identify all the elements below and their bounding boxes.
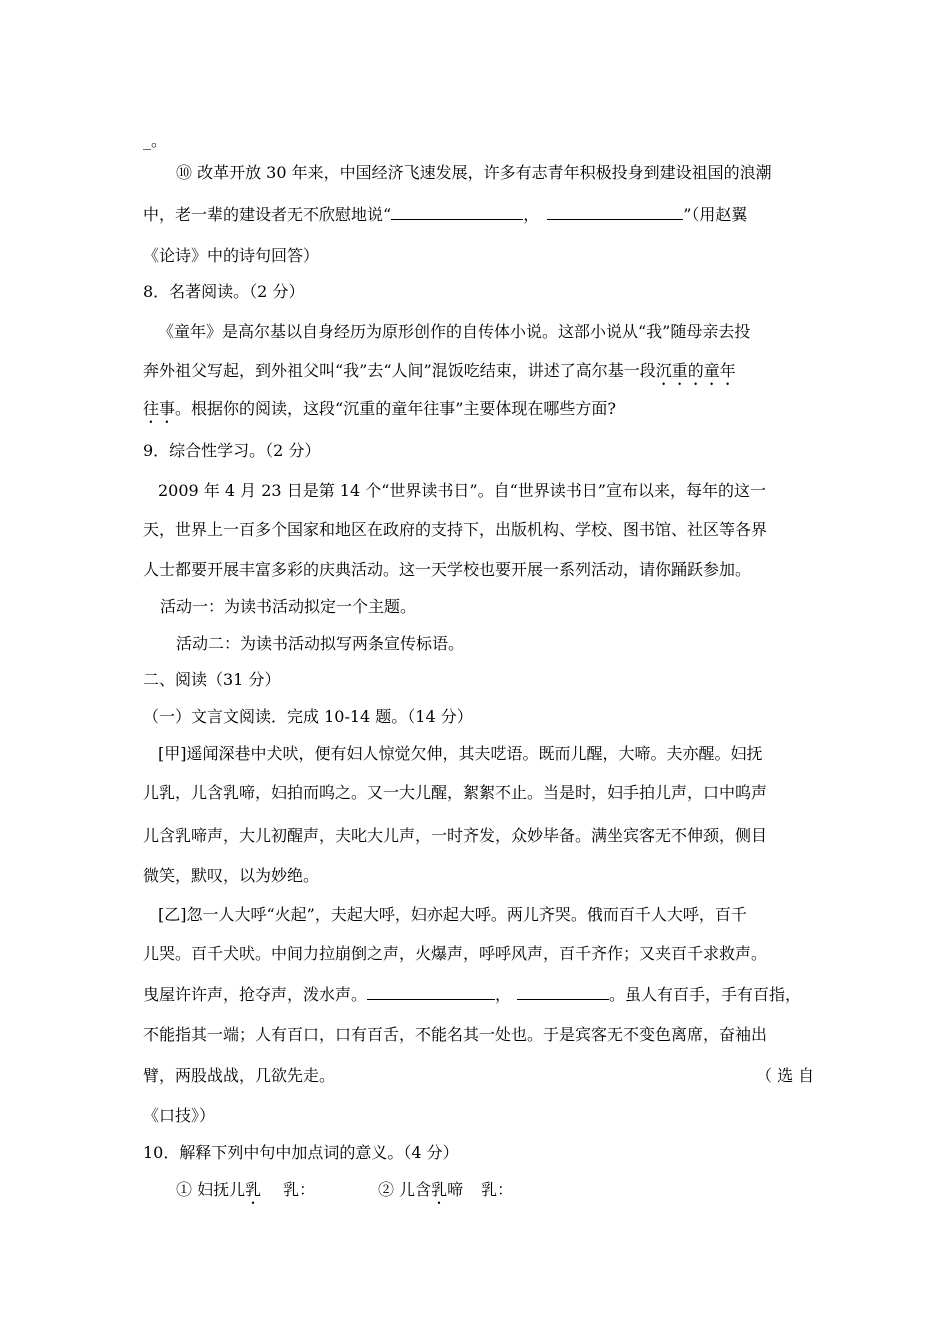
text: 中，老一辈的建设者无不欣慰地说“ bbox=[143, 205, 392, 224]
text-line: 臂，两股战战，几欲先走。 bbox=[143, 1066, 336, 1085]
text: 。虽人有百手，手有百指， bbox=[609, 985, 802, 1004]
text-line: 2009 年 4 月 23 日是第 14 个“世界读书日”。自“世界读书日”宣布以来，每年的这一 bbox=[158, 481, 766, 500]
text: 乳： bbox=[481, 1180, 514, 1199]
text-line: 活动一：为读书活动拟定一个主题。 bbox=[160, 597, 417, 616]
emphasized-text: 乳 bbox=[431, 1180, 448, 1199]
text-line bbox=[143, 398, 616, 427]
text-line: 《口技》） bbox=[143, 1106, 216, 1125]
text: 曳屋许许声，抢夺声，泼水声。 bbox=[143, 985, 368, 1004]
question-item bbox=[378, 1179, 513, 1208]
text-line: _。 bbox=[143, 131, 168, 150]
text-line: 《论诗》中的诗句回答） bbox=[143, 246, 320, 265]
section-heading: 二、阅读（31 分） bbox=[143, 670, 281, 689]
text: 。根据你的阅读，这段“沉重的童年往事”主要体现在哪些方面? bbox=[175, 399, 616, 418]
text: ① 妇抚儿 bbox=[176, 1180, 246, 1199]
emphasized-text: 往事 bbox=[143, 399, 176, 418]
question-heading: 10．解释下列中句中加点词的意义。（4 分） bbox=[143, 1143, 459, 1162]
question-item bbox=[176, 1179, 315, 1208]
text: ”（用赵翼 bbox=[683, 205, 748, 224]
text-line: 天，世界上一百多个国家和地区在政府的支持下，出版机构、学校、图书馆、社区等各界 bbox=[143, 520, 768, 539]
emphasized-text: 乳 bbox=[245, 1180, 262, 1199]
text-line: [乙]忽一人大呼“火起”，夫起大呼，妇亦起大呼。两儿齐哭。俄而百千人大呼，百千 bbox=[158, 905, 747, 924]
text-line: 儿乳，儿含乳啼，妇拍而呜之。又一大儿醒，絮絮不止。当是时，妇手拍儿声，口中呜声 bbox=[143, 783, 768, 802]
text-line: ⑩ 改革开放 30 年来，中国经济飞速发展，许多有志青年积极投身到建设祖国的浪潮 bbox=[176, 163, 772, 182]
text: 乳： bbox=[283, 1180, 316, 1199]
text: ， bbox=[523, 205, 540, 224]
answer-blank bbox=[547, 203, 683, 220]
text: 啼 bbox=[447, 1180, 464, 1199]
question-heading: 8．名著阅读。（2 分） bbox=[143, 282, 305, 301]
text: ， bbox=[495, 985, 512, 1004]
text-line: 不能指其一端；人有百口，口有百舌，不能名其一处也。于是宾客无不变色离席，奋袖出 bbox=[143, 1025, 768, 1044]
text: ② 儿含 bbox=[378, 1180, 432, 1199]
emphasized-text: 沉重的童年 bbox=[655, 361, 736, 380]
text-line bbox=[143, 360, 736, 389]
answer-blank bbox=[517, 983, 609, 1000]
question-heading: 9．综合性学习。（2 分） bbox=[143, 441, 321, 460]
text-line bbox=[143, 203, 747, 226]
text-line: 儿哭。百千犬吠。中间力拉崩倒之声，火爆声，呼呼风声，百千齐作；又夹百千求救声。 bbox=[143, 944, 768, 963]
text-line: 微笑，默叹，以为妙绝。 bbox=[143, 866, 320, 885]
text-line: [甲]遥闻深巷中犬吠，便有妇人惊觉欠伸，其夫呓语。既而儿醒，大啼。夫亦醒。妇抚 bbox=[158, 744, 763, 763]
text-line: 《童年》是高尔基以自身经历为原形创作的自传体小说。这部小说从“我”随母亲去投 bbox=[158, 322, 751, 341]
answer-blank bbox=[367, 983, 495, 1000]
text: 奔外祖父写起，到外祖父叫“我”去“人间”混饭吃结束，讲述了高尔基一段 bbox=[143, 361, 656, 380]
source-note: （ 选 自 bbox=[756, 1066, 815, 1085]
text-line: 人士都要开展丰富多彩的庆典活动。这一天学校也要开展一系列活动，请你踊跃参加。 bbox=[143, 560, 752, 579]
text-line: 儿含乳啼声，大儿初醒声，夫叱大儿声，一时齐发，众妙毕备。满坐宾客无不伸颈，侧目 bbox=[143, 826, 768, 845]
answer-blank bbox=[391, 203, 523, 220]
section-subheading: （一）文言文阅读．完成 10-14 题。（14 分） bbox=[143, 707, 473, 726]
text-line: 活动二：为读书活动拟写两条宣传标语。 bbox=[176, 634, 465, 653]
text-line bbox=[143, 983, 801, 1006]
